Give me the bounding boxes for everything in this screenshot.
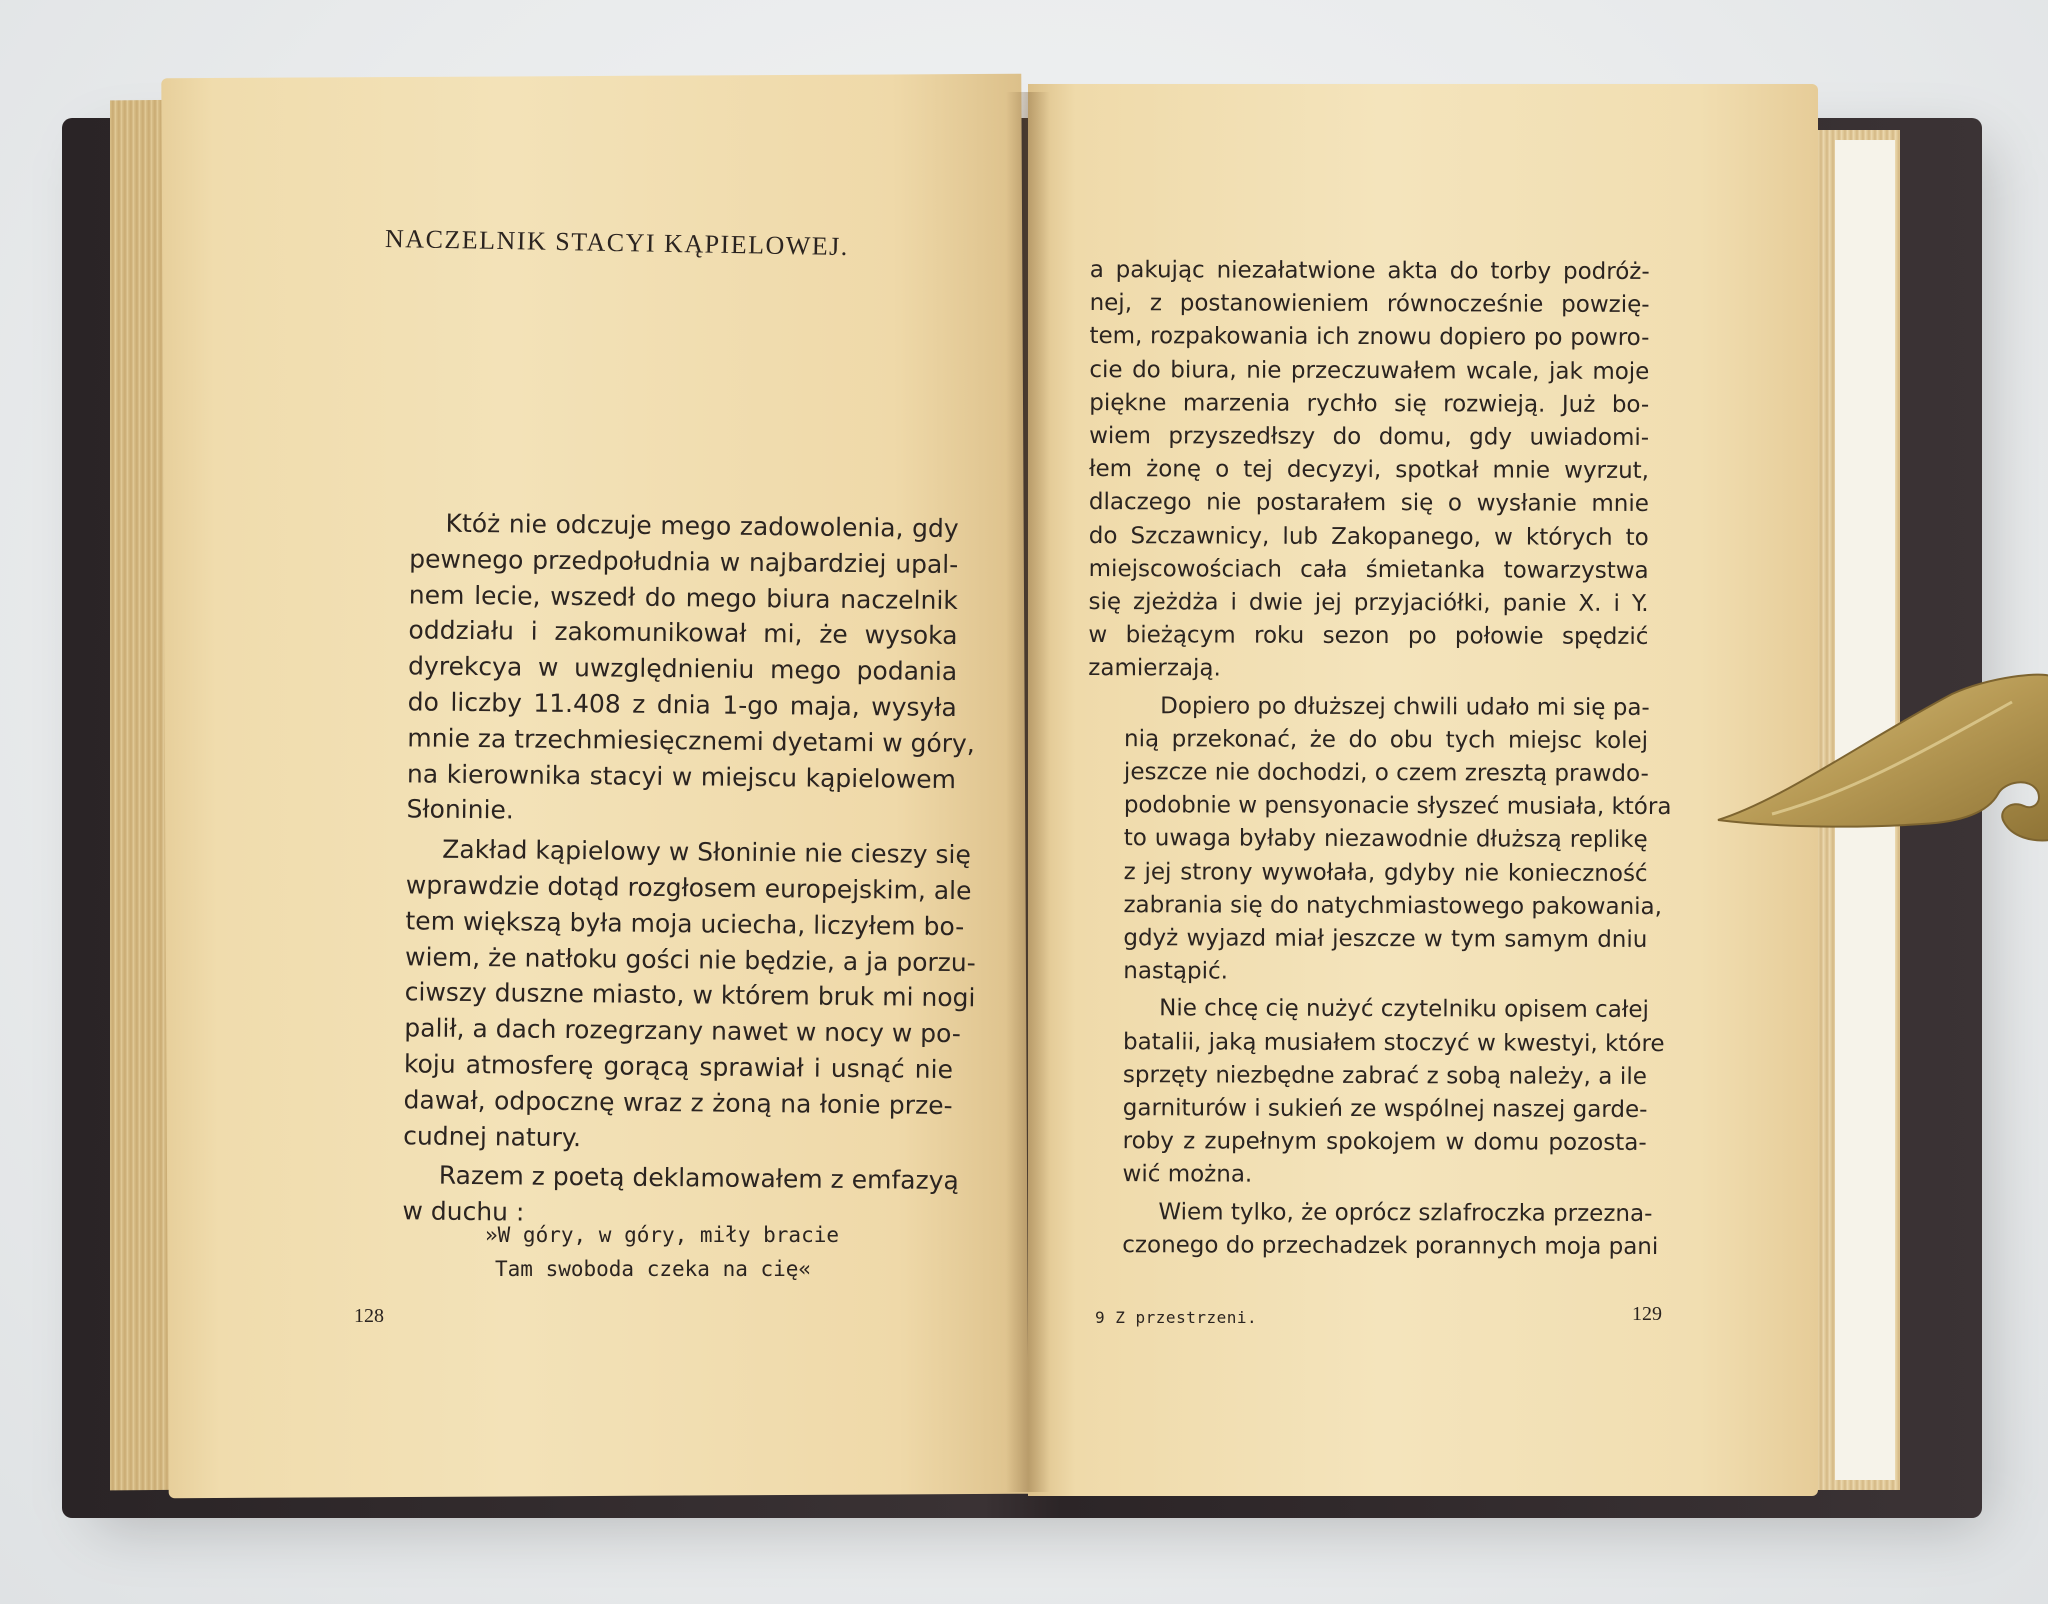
text-line: garniturów i sukień ze wspólnej naszej garde- [1122, 1095, 1648, 1124]
text-line: koju atmosferę gorącą sprawiał i usnąć nie [403, 1049, 954, 1085]
text-line: cie do biura, nie przeczuwałem wcale, jak moje [1089, 356, 1650, 385]
page-number-left: 128 [354, 1305, 384, 1327]
text-line: do Szczawnicy, lub Zakopanego, w których to [1088, 522, 1649, 551]
paragraph [1086, 1196, 1659, 1264]
paragraph [367, 831, 976, 1159]
text-line: Dopiero po dłuższej chwili udało mi się pa- [1160, 692, 1650, 721]
text-line: sprzęty niezbędne zabrać z sobą należy, a ile [1122, 1062, 1647, 1090]
text-line: cudnej natury. [403, 1120, 582, 1152]
text-line: Wiem tylko, że oprócz szlafroczka przezna- [1158, 1198, 1653, 1227]
printer-signature: 9 Z przestrzeni. [1095, 1308, 1258, 1327]
text-line: roby z zupełnym spokojem w domu pozosta- [1122, 1128, 1647, 1157]
text-line: zabrania się do natychmiastowego pakowania, [1123, 892, 1663, 920]
text-line: nią przekonać, że do obu tych miejsc kolej [1124, 725, 1649, 754]
text-line: mnie za trzechmiesięcznemi dyetami w góry, [407, 723, 975, 759]
text-line: nem lecie, wszedł do mego biura naczelnik [408, 579, 959, 615]
text-line: dyrekcya w uwzględnieniu mego podania [407, 651, 958, 687]
text-line: wić można. [1122, 1161, 1253, 1189]
text-line: miejscowościach cała śmietanka towarzystwa [1088, 555, 1649, 584]
text-line: ciwszy duszne miasto, w którem bruk mi nogi [404, 977, 976, 1013]
text-line: czonego do przechadzek porannych moja pani [1122, 1232, 1659, 1260]
text-line: batalii, jaką musiałem stoczyć w kwestyi, które [1122, 1028, 1665, 1057]
text-line: tem, rozpakowania ich znowu dopiero po powro- [1089, 323, 1650, 352]
text-line: piękne marzenia rychło się rozwieją. Już bo- [1089, 389, 1650, 418]
text-line: łem żonę o tej decyzyi, spotkał mnie wyrzut, [1088, 456, 1650, 485]
text-line: nastąpić. [1123, 958, 1229, 985]
text-line: zamierzają. [1088, 655, 1221, 682]
text-line: Razem z poetą deklamowałem z emfazyą [438, 1161, 959, 1196]
text-line: oddziału i zakomunikował mi, że wysoka [408, 615, 958, 651]
text-line: wprawdzie dotąd rozgłosem europejskim, ale [405, 870, 972, 906]
text-line: Któż nie odczuje mego zadowolenia, gdy [445, 508, 959, 544]
text-line: pewnego przedpołudnia w najbardziej upal- [409, 544, 959, 579]
paragraph [1086, 992, 1665, 1193]
paragraph [370, 505, 975, 833]
right-page-body [1086, 254, 1672, 1268]
text-line: tem większą była moja uciecha, liczyłem bo- [405, 906, 965, 941]
text-line: gdyż wyjazd miał jeszcze w tym samym dniu [1123, 925, 1648, 954]
text-line: Słoninie. [406, 794, 514, 825]
chapter-title: NACZELNIK STACYI KĄPIELOWEJ. [384, 223, 850, 262]
paragraph [1088, 254, 1650, 688]
text-line: na kierownika stacyi w miejscu kąpielowem [406, 758, 957, 794]
text-line: dlaczego nie postarałem się o wysłanie mnie [1088, 489, 1649, 518]
text-line: palił, a dach rozegrzany nawet w nocy w po- [404, 1013, 962, 1049]
text-line: do liczby 11.408 z dnia 1-go maja, wysyła [407, 687, 957, 723]
text-line: Nie chcę cię nużyć czytelniku opisem całej [1159, 995, 1649, 1024]
brass-bookmark-icon[interactable] [1712, 672, 2048, 842]
text-line: wiem przyszedłszy do domu, gdy uwiadomi- [1089, 423, 1650, 451]
text-line: w duchu : [402, 1196, 525, 1227]
left-page-body [366, 505, 976, 1239]
text-line: nej, z postanowieniem równocześnie powzię- [1089, 290, 1650, 319]
book-gutter [1006, 92, 1050, 1492]
text-line: jeszcze nie dochodzi, o czem zresztą prawdo- [1123, 759, 1649, 788]
text-line: dawał, odpocznę wraz z żoną na łonie prze- [403, 1085, 953, 1120]
text-line: się zjeżdża i dwie jej przyjaciółki, panie X. i Y. [1088, 589, 1649, 618]
text-line: w bieżącym roku sezon po połowie spędzić [1088, 622, 1649, 651]
text-line: podobnie w pensyonacie słyszeć musiała, która [1123, 792, 1672, 821]
page-number-right: 129 [1632, 1303, 1662, 1325]
text-line: a pakując niezałatwione akta do torby podróż- [1089, 257, 1650, 285]
poem-quote [485, 1218, 839, 1286]
paragraph [1087, 690, 1672, 991]
text-line: to uwaga byłaby niezawodnie dłuższą replikę [1123, 825, 1648, 854]
text-line: Zakład kąpielowy w Słoninie nie cieszy się [442, 834, 971, 870]
poem-line: »W góry, w góry, miły bracie [485, 1223, 840, 1247]
poem-line: Tam swoboda czeka na cię« [495, 1257, 812, 1281]
text-line: wiem, że natłoku gości nie będzie, a ja porzu- [404, 941, 976, 977]
text-line: z jej strony wywołała, gdyby nie konieczność [1123, 858, 1648, 887]
